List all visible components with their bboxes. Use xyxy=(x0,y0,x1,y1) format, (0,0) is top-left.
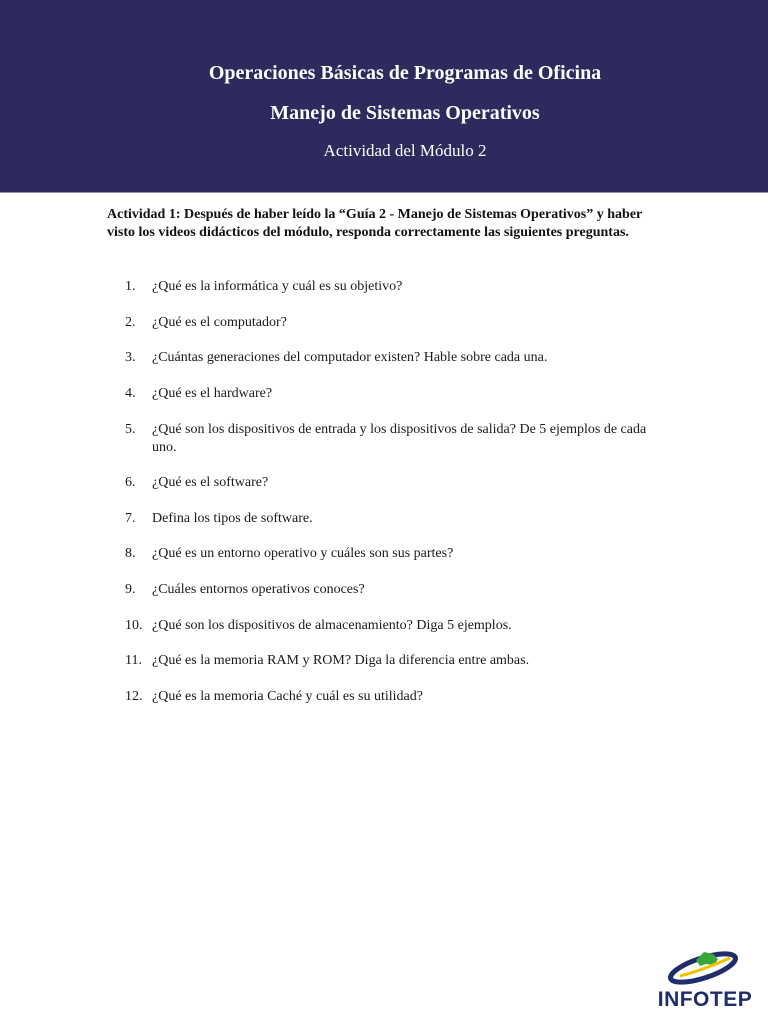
question-text: ¿Cuáles entornos operativos conoces? xyxy=(152,582,365,597)
document-subtitle: Manejo de Sistemas Operativos xyxy=(270,102,540,124)
question-text: ¿Qué son los dispositivos de almacenamiento? Diga 5 ejemplos. xyxy=(152,618,512,633)
question-text: ¿Cuántas generaciones del computador existen? Hable sobre cada una. xyxy=(152,350,548,365)
list-item xyxy=(125,278,665,296)
question-text: Defina los tipos de software. xyxy=(152,511,313,526)
activity-label: Actividad del Módulo 2 xyxy=(323,141,487,160)
list-item xyxy=(125,617,665,635)
question-text: ¿Qué es el hardware? xyxy=(152,386,273,401)
list-item xyxy=(125,581,665,599)
list-item xyxy=(125,510,665,528)
question-number: 3. xyxy=(125,350,136,365)
question-number: 7. xyxy=(125,511,136,526)
document-title: Operaciones Básicas de Programas de Oficina xyxy=(208,62,602,84)
question-number: 9. xyxy=(125,582,136,597)
list-item xyxy=(125,385,665,403)
question-number: 11. xyxy=(125,653,142,668)
list-item xyxy=(125,688,665,706)
question-number: 2. xyxy=(125,315,136,330)
list-item xyxy=(125,474,665,492)
list-item xyxy=(125,314,665,332)
question-text: ¿Qué es la memoria Caché y cuál es su utilidad? xyxy=(152,689,423,704)
question-text: ¿Qué es un entorno operativo y cuáles son sus partes? xyxy=(152,546,454,561)
question-number: 12. xyxy=(125,689,143,704)
question-number: 6. xyxy=(125,475,136,490)
question-text: ¿Qué es el computador? xyxy=(152,315,287,330)
question-text: ¿Qué son los dispositivos de entrada y los dispositivos de salida? De 5 ejemplos de cada uno. xyxy=(152,422,647,455)
question-text: ¿Qué es la memoria RAM y ROM? Diga la diferencia entre ambas. xyxy=(152,653,530,668)
question-number: 10. xyxy=(125,618,143,633)
question-number: 5. xyxy=(125,422,136,437)
activity-instructions: Actividad 1: Después de haber leído la “Guía 2 - Manejo de Sistemas Operativos” y haber visto los videos didácticos del módulo, responda correctamente las siguientes preguntas. xyxy=(107,207,642,240)
question-text: ¿Qué es el software? xyxy=(152,475,269,490)
list-item xyxy=(125,652,665,670)
question-number: 8. xyxy=(125,546,136,561)
list-item xyxy=(125,421,665,457)
list-item xyxy=(125,545,665,563)
infotep-logo xyxy=(648,946,758,1018)
question-number: 4. xyxy=(125,386,136,401)
list-item xyxy=(125,349,665,367)
question-number: 1. xyxy=(125,279,136,294)
logo-wordmark: INFOTEP xyxy=(657,988,753,1011)
infotep-logo-icon xyxy=(666,946,740,990)
question-text: ¿Qué es la informática y cuál es su objetivo? xyxy=(152,279,403,294)
